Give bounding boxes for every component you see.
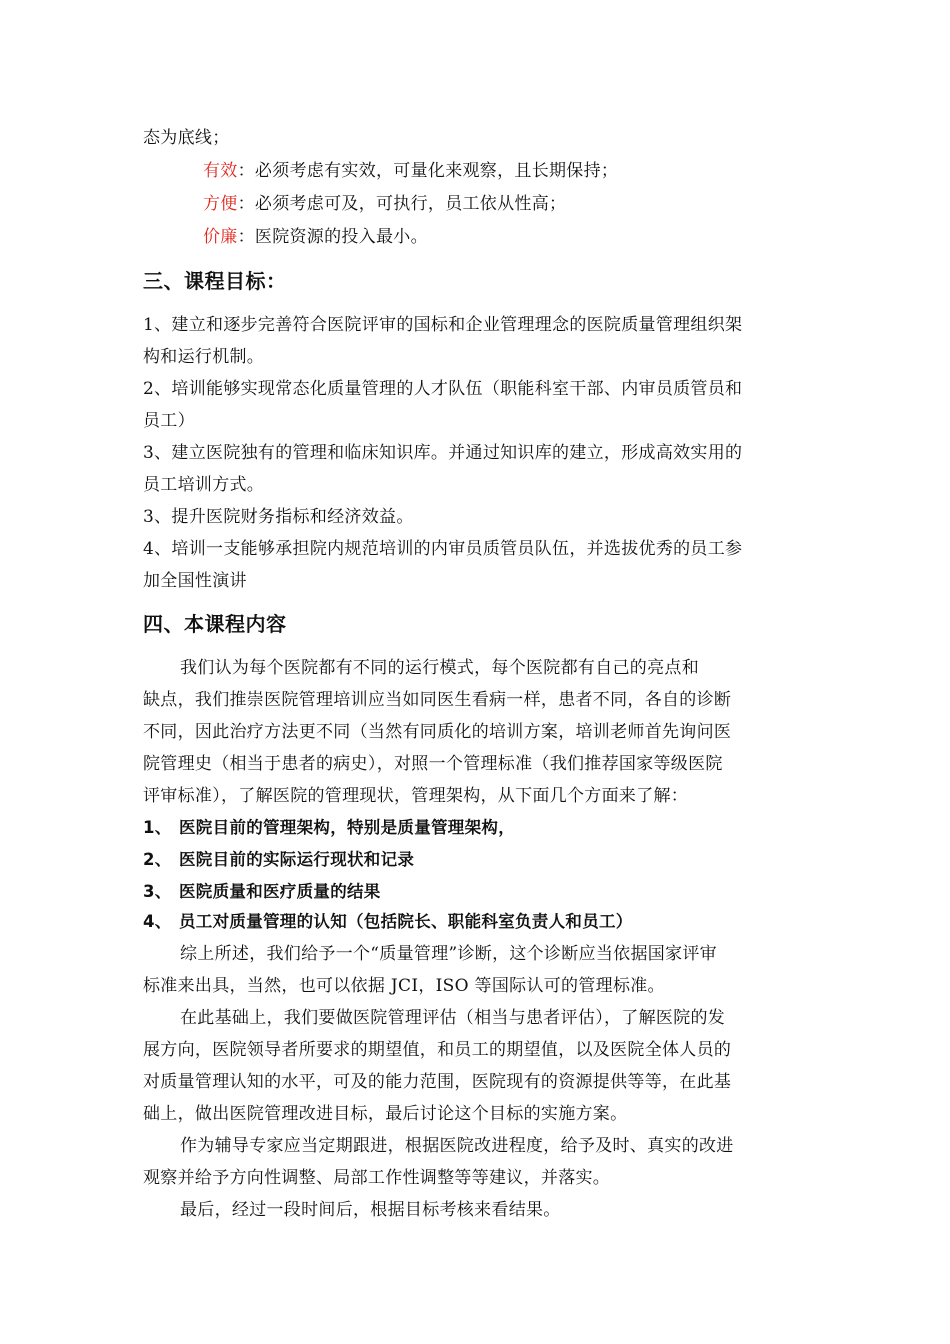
para1-line: 我们认为每个医院都有不同的运行模式，每个医院都有自己的亮点和 (180, 658, 699, 678)
principle-term: 有效 (203, 161, 238, 181)
section3-line: 员工培训方式。 (143, 475, 265, 495)
para4-line: 作为辅导专家应当定期跟进，根据医院改进程度，给予及时、真实的改进 (180, 1136, 734, 1156)
para1-line: 不同，因此治疗方法更不同（当然有同质化的培训方案，培训老师首先询问医 (143, 722, 732, 742)
para2-line: 标准来出具，当然，也可以依据 JCI，ISO 等国际认可的管理标准。 (143, 976, 665, 996)
item-text: 医院质量和医疗质量的结果 (179, 882, 381, 901)
section3-line: 3、提升医院财务指标和经济效益。 (143, 507, 414, 527)
section4-title: 四、本课程内容 (143, 612, 287, 636)
para4-line: 观察并给予方向性调整、局部工作性调整等等建议，并落实。 (143, 1168, 611, 1188)
bold-list-item (143, 816, 515, 840)
principle-term: 价廉 (203, 227, 238, 247)
para1-line: 评审标准），了解医院的管理现状，管理架构，从下面几个方面来了解： (143, 786, 689, 806)
principle-effective (203, 159, 618, 183)
section3-line: 1、建立和逐步完善符合医院评审的国标和企业管理理念的医院质量管理组织架 (143, 315, 743, 335)
item-number: 1、 (143, 818, 172, 837)
section3-line: 加全国性演讲 (143, 571, 247, 591)
bold-list-item (143, 880, 381, 904)
section3-title: 三、课程目标： (143, 269, 287, 293)
para1-line: 院管理史（相当于患者的病史），对照一个管理标准（我们推荐国家等级医院 (143, 754, 723, 774)
para1-line: 缺点，我们推崇医院管理培训应当如同医生看病一样，患者不同，各自的诊断 (143, 690, 732, 710)
section3-line: 员工） (143, 411, 195, 431)
para3-line: 展方向，医院领导者所要求的期望值，和员工的期望值，以及医院全体人员的 (143, 1040, 732, 1060)
section3-line: 构和运行机制。 (143, 347, 265, 367)
principle-desc: ：必须考虑可及，可执行，员工依从性高； (237, 194, 567, 214)
item-number: 2、 (143, 850, 172, 869)
intro-tail: 态为底线； (143, 128, 230, 148)
para3-line: 对质量管理认知的水平，可及的能力范围，医院现有的资源提供等等，在此基 (143, 1072, 732, 1092)
principle-term: 方便 (203, 194, 238, 214)
principle-cheap (203, 225, 428, 249)
item-text: 员工对质量管理的认知（包括院长、职能科室负责人和员工） (179, 912, 633, 931)
item-number: 4、 (143, 912, 172, 931)
para2-line: 综上所述，我们给予一个“质量管理”诊断，这个诊断应当依据国家评审 (180, 944, 717, 964)
item-text: 医院目前的实际运行现状和记录 (179, 850, 415, 869)
bold-list-item (143, 848, 414, 872)
para5-line: 最后，经过一段时间后，根据目标考核来看结果。 (180, 1200, 561, 1220)
item-number: 3、 (143, 882, 172, 901)
principle-desc: ：必须考虑有实效，可量化来观察，且长期保持； (237, 161, 619, 181)
section3-line: 2、培训能够实现常态化质量管理的人才队伍（职能科室干部、内审员质管员和 (143, 379, 743, 399)
principle-desc: ：医院资源的投入最小。 (237, 227, 428, 247)
bold-list-item (143, 910, 633, 934)
item-text: 医院目前的管理架构，特别是质量管理架构， (179, 818, 515, 837)
section3-line: 4、培训一支能够承担院内规范培训的内审员质管员队伍，并选拔优秀的员工参 (143, 539, 743, 559)
section3-line: 3、建立医院独有的管理和临床知识库。并通过知识库的建立，形成高效实用的 (143, 443, 743, 463)
para3-line: 础上，做出医院管理改进目标，最后讨论这个目标的实施方案。 (143, 1104, 628, 1124)
principle-convenient (203, 192, 566, 216)
para3-line: 在此基础上，我们要做医院管理评估（相当与患者评估），了解医院的发 (180, 1008, 726, 1028)
